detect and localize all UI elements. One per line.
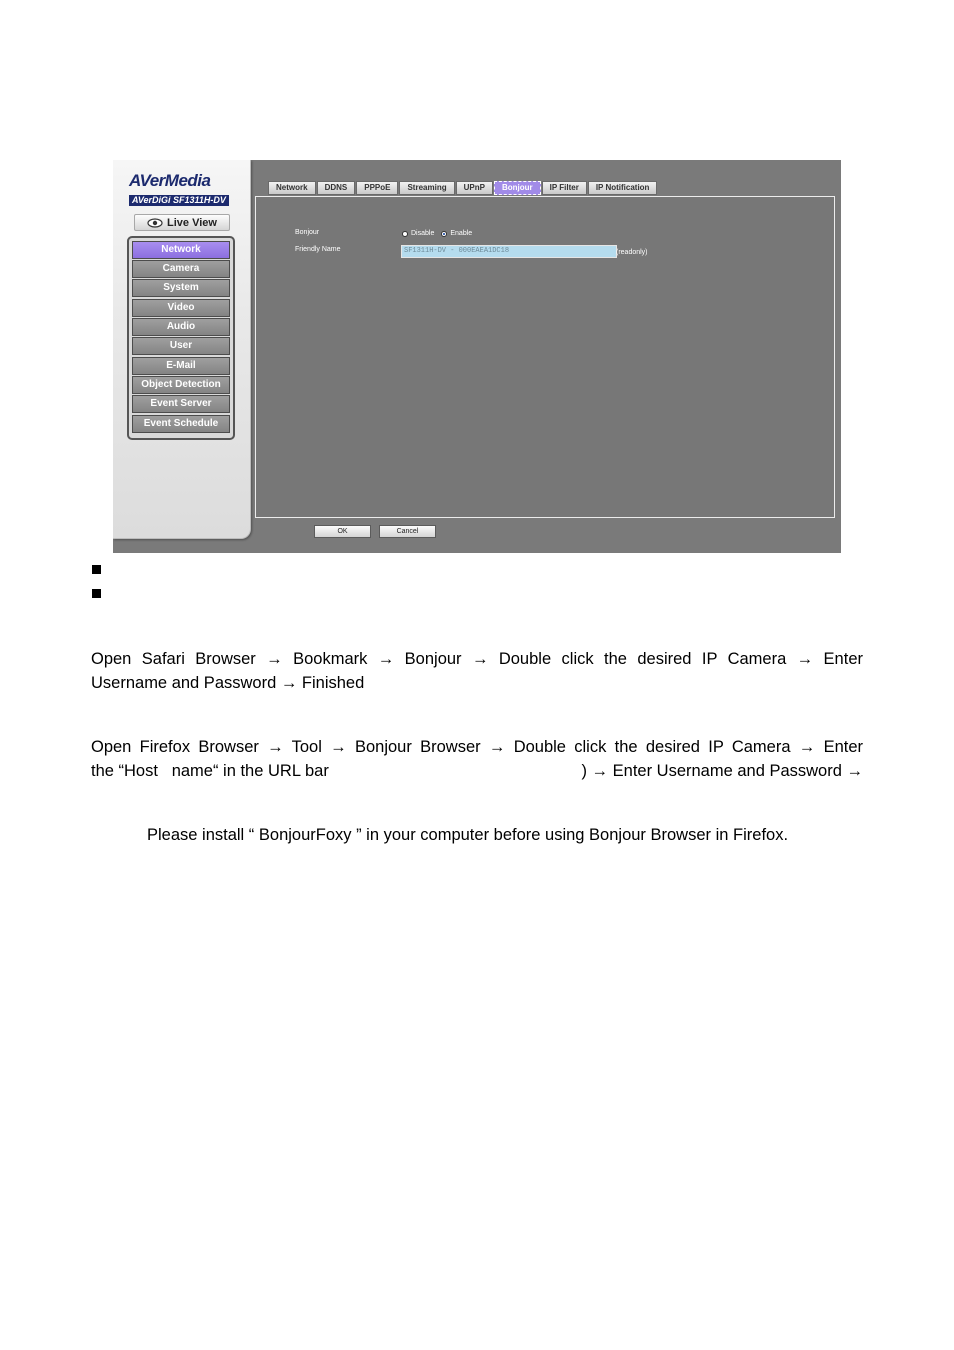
tab-ddns[interactable]: DDNS — [317, 181, 356, 195]
tab-upnp[interactable]: UPnP — [456, 181, 493, 195]
enable-radio[interactable] — [441, 231, 447, 237]
tab-ip-notification[interactable]: IP Notification — [588, 181, 658, 195]
bonjour-radio-group — [402, 230, 472, 237]
disable-radio[interactable] — [402, 231, 408, 237]
menu-item-email[interactable]: E-Mail — [132, 357, 230, 375]
firefox-line-2-start: the “Host name“ in the URL bar — [91, 762, 329, 780]
brand-logo-text: AVerMedia — [129, 171, 211, 190]
disable-label: Disable — [411, 230, 435, 237]
live-view-label: Live View — [167, 216, 217, 229]
sidebar — [113, 160, 251, 539]
friendly-name-label: Friendly Name — [295, 246, 341, 253]
safari-instructions — [91, 647, 863, 695]
menu-item-user[interactable]: User — [132, 337, 230, 355]
bonjourfoxy-note: Please install “ BonjourFoxy ” in your computer before using Bonjour Browser in Firefox. — [147, 826, 789, 844]
menu-item-event-schedule[interactable]: Event Schedule — [132, 415, 230, 433]
cancel-button[interactable]: Cancel — [379, 525, 436, 538]
menu-item-camera[interactable]: Camera — [132, 260, 230, 278]
settings-tabs — [268, 181, 658, 195]
firefox-instructions — [91, 735, 863, 783]
bonjour-settings-panel — [255, 196, 835, 518]
brand-logo — [129, 172, 239, 208]
menu-item-network[interactable]: Network — [132, 241, 230, 259]
safari-line-1: Open Safari Browser → Bookmark → Bonjour → Double click the desired IP Camera → Enter — [91, 650, 863, 668]
menu-item-video[interactable]: Video — [132, 299, 230, 317]
bullet-mark — [92, 565, 101, 574]
bonjour-label: Bonjour — [295, 229, 320, 236]
camera-web-ui-screenshot — [113, 160, 841, 553]
tab-ip-filter[interactable]: IP Filter — [542, 181, 587, 195]
friendly-name-field[interactable]: SF1311H-DV - 000EAEA1DC18 — [401, 245, 617, 258]
bullet-mark — [92, 589, 101, 598]
menu-item-object-detection[interactable]: Object Detection — [132, 376, 230, 394]
safari-line-2: Username and Password → Finished — [91, 674, 365, 692]
firefox-line-1: Open Firefox Browser → Tool → Bonjour Browser → Double click the desired IP Camera → Enter — [91, 738, 863, 756]
menu-item-event-server[interactable]: Event Server — [132, 395, 230, 413]
tab-pppoe[interactable]: PPPoE — [356, 181, 398, 195]
ok-button[interactable]: OK — [314, 525, 371, 538]
tab-streaming[interactable]: Streaming — [399, 181, 454, 195]
eye-icon — [147, 218, 163, 228]
readonly-note: (readonly) — [616, 249, 648, 256]
tab-bonjour[interactable]: Bonjour — [494, 181, 541, 195]
live-view-button[interactable] — [134, 214, 230, 231]
settings-menu — [127, 236, 235, 440]
menu-item-audio[interactable]: Audio — [132, 318, 230, 336]
tab-network[interactable]: Network — [268, 181, 316, 195]
enable-label: Enable — [450, 230, 473, 237]
firefox-line-2-end: ) → Enter Username and Password → — [581, 762, 863, 780]
product-logo-text: AVerDiGi SF1311H-DV — [129, 195, 229, 206]
firefox-line-2 — [91, 759, 863, 783]
menu-item-system[interactable]: System — [132, 279, 230, 297]
